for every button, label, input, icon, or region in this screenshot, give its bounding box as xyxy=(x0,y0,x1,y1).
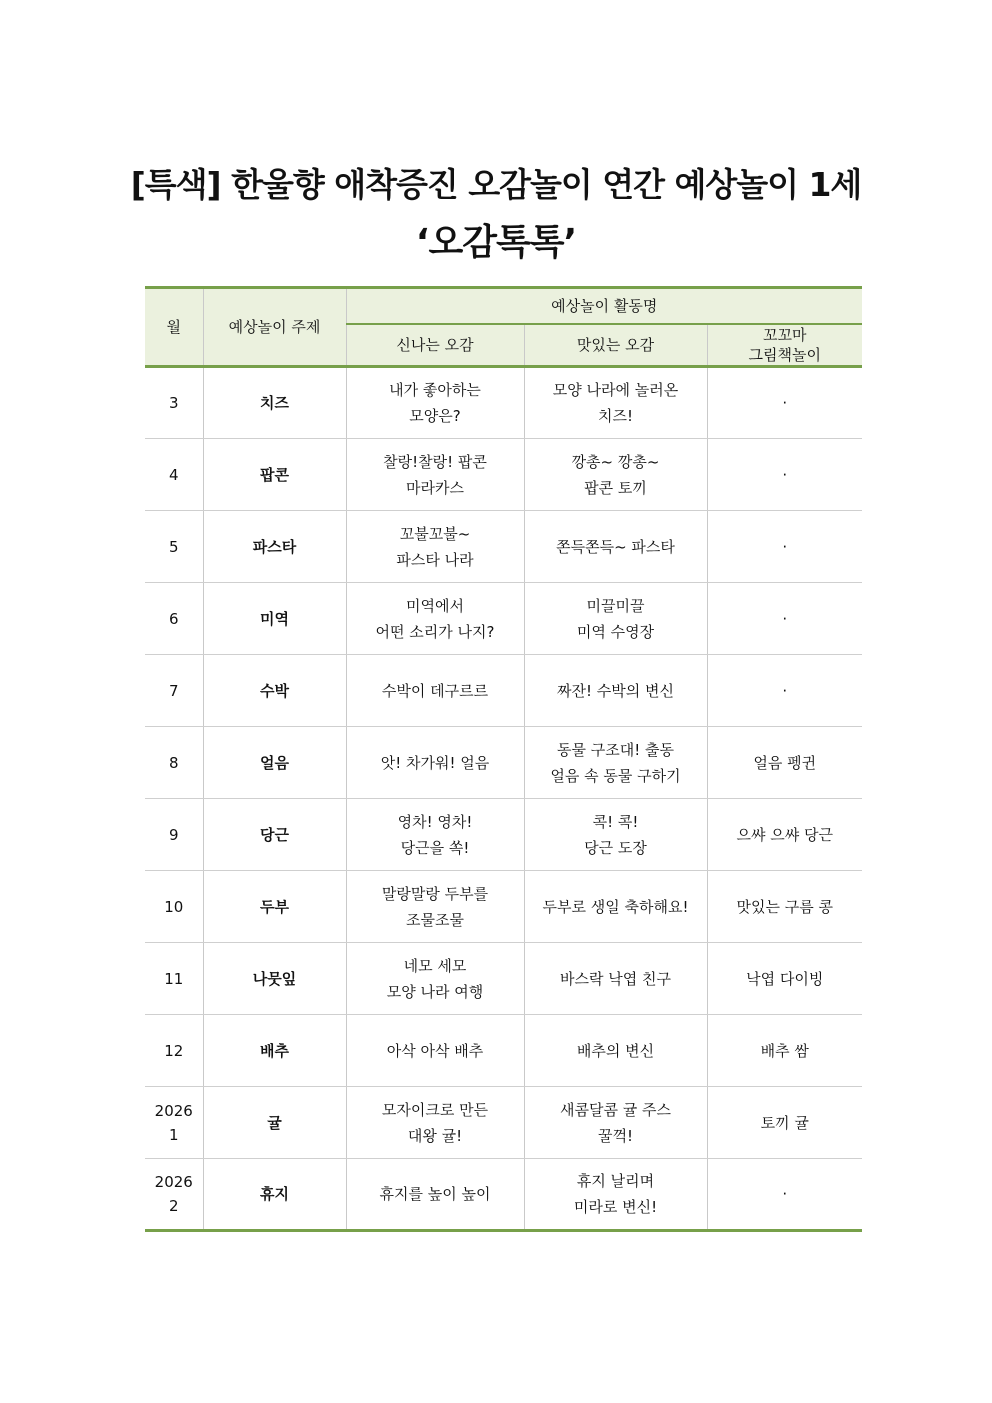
row-month-cell-text: 6 xyxy=(168,609,179,628)
row-activity-b-cell-text: 새콤달콤 귤 주스 꿀꺽! xyxy=(560,1100,671,1145)
row-activity-c-cell-text: · xyxy=(782,465,788,484)
row-month-cell-text: 9 xyxy=(168,825,179,844)
row-theme-cell-text: 나뭇잎 xyxy=(252,969,297,988)
row-activity-a-cell xyxy=(346,367,524,439)
row-activity-a-cell xyxy=(346,655,524,727)
row-activity-a-cell xyxy=(346,583,524,655)
row-month-cell-text: 11 xyxy=(164,969,184,988)
header-month: 월 xyxy=(145,288,203,367)
row-activity-b-cell xyxy=(524,943,707,1015)
row-month-cell xyxy=(145,1087,203,1159)
header-col-b: 맛있는 오감 xyxy=(524,324,707,367)
row-activity-a-cell-text: 내가 좋아하는 모양은? xyxy=(389,381,481,425)
row-month-cell-text: 7 xyxy=(168,681,179,700)
row-month-cell-text: 2026 2 xyxy=(154,1173,193,1215)
row-theme-cell xyxy=(203,799,346,871)
row-activity-b-cell xyxy=(524,583,707,655)
row-activity-c-cell-text: 배추 쌈 xyxy=(760,1041,809,1060)
row-activity-c-cell-text: 맛있는 구름 콩 xyxy=(736,897,833,916)
row-activity-a-cell-text: 앗! 차가워! 얼음 xyxy=(380,753,490,772)
row-theme-cell-text: 배추 xyxy=(260,1041,289,1060)
row-activity-c-cell-text: · xyxy=(782,1185,788,1203)
row-activity-b-cell-text: 동물 구조대! 출동 얼음 속 동물 구하기 xyxy=(550,740,681,785)
row-activity-a-cell-text: 영차! 영차! 당근을 쏙! xyxy=(397,812,473,857)
row-activity-b-cell-text: 짜잔! 수박의 변신 xyxy=(557,681,674,700)
table-row xyxy=(145,943,862,1015)
annual-play-plan-table xyxy=(145,286,862,1232)
row-month-cell xyxy=(145,1015,203,1087)
row-activity-c-cell xyxy=(707,799,862,871)
row-theme-cell xyxy=(203,583,346,655)
row-month-cell-text: 8 xyxy=(168,753,179,772)
row-activity-c-cell xyxy=(707,367,862,439)
table-row xyxy=(145,439,862,511)
row-activity-a-cell xyxy=(346,943,524,1015)
table-row xyxy=(145,871,862,943)
row-month-cell-text: 10 xyxy=(164,897,184,916)
table-row xyxy=(145,727,862,799)
row-activity-b-cell-text: 두부로 생일 축하해요! xyxy=(542,897,689,916)
row-month-cell-text: 4 xyxy=(168,465,179,484)
row-activity-b-cell-text: 바스락 낙엽 친구 xyxy=(560,969,671,988)
table-row xyxy=(145,511,862,583)
row-activity-a-cell-text: 꼬불꼬불~ 파스타 나라 xyxy=(396,524,474,569)
row-activity-c-cell xyxy=(707,1015,862,1087)
row-activity-a-cell xyxy=(346,1159,524,1231)
row-activity-c-cell-text: 으쌰 으쌰 당근 xyxy=(736,825,833,844)
row-activity-a-cell xyxy=(346,1087,524,1159)
row-theme-cell-text: 두부 xyxy=(260,897,289,916)
row-theme-cell xyxy=(203,1159,346,1231)
row-activity-a-cell-text: 모자이크로 만든 대왕 귤! xyxy=(381,1100,489,1145)
row-activity-c-cell-text: 얼음 펭귄 xyxy=(753,753,817,772)
row-activity-b-cell xyxy=(524,511,707,583)
row-theme-cell xyxy=(203,1015,346,1087)
row-activity-c-cell xyxy=(707,439,862,511)
row-activity-b-cell xyxy=(524,727,707,799)
row-activity-a-cell xyxy=(346,871,524,943)
table-row xyxy=(145,1159,862,1231)
row-activity-c-cell xyxy=(707,511,862,583)
table-row xyxy=(145,367,862,439)
row-month-cell xyxy=(145,727,203,799)
row-theme-cell xyxy=(203,439,346,511)
row-activity-c-cell-text: 낙엽 다이빙 xyxy=(746,969,824,988)
row-month-cell xyxy=(145,439,203,511)
header-activity-group: 예상놀이 활동명 xyxy=(346,288,862,325)
row-activity-a-cell-text: 미역에서 어떤 소리가 나지? xyxy=(375,596,495,641)
header-theme: 예상놀이 주제 xyxy=(203,288,346,367)
row-theme-cell xyxy=(203,511,346,583)
row-month-cell-text: 12 xyxy=(164,1041,184,1060)
row-activity-b-cell-text: 배추의 변신 xyxy=(576,1041,655,1060)
row-theme-cell-text: 파스타 xyxy=(252,537,297,556)
row-month-cell xyxy=(145,511,203,583)
table-row xyxy=(145,583,862,655)
row-activity-c-cell xyxy=(707,871,862,943)
row-month-cell xyxy=(145,655,203,727)
row-theme-cell xyxy=(203,943,346,1015)
row-activity-b-cell-text: 모양 나라에 놀러온 치즈! xyxy=(552,381,679,425)
table-body xyxy=(145,367,862,1231)
row-theme-cell-text: 휴지 xyxy=(260,1185,289,1203)
row-activity-a-cell xyxy=(346,511,524,583)
row-activity-c-cell xyxy=(707,583,862,655)
row-theme-cell xyxy=(203,727,346,799)
row-activity-c-cell xyxy=(707,943,862,1015)
row-month-cell xyxy=(145,943,203,1015)
row-activity-b-cell-text: 휴지 날리며 미라로 변신! xyxy=(573,1172,658,1216)
row-activity-b-cell xyxy=(524,1015,707,1087)
row-month-cell xyxy=(145,367,203,439)
table-row xyxy=(145,655,862,727)
row-activity-c-cell-text: 토끼 귤 xyxy=(760,1113,809,1132)
row-theme-cell-text: 얼음 xyxy=(260,753,289,772)
row-activity-c-cell xyxy=(707,655,862,727)
row-month-cell-text: 3 xyxy=(168,394,179,412)
table-row xyxy=(145,1087,862,1159)
row-month-cell xyxy=(145,799,203,871)
row-activity-c-cell xyxy=(707,1159,862,1231)
document-title-line-2: ‘오감톡톡’ xyxy=(415,222,577,263)
row-activity-b-cell-text: 깡총~ 깡총~ 팝콘 토끼 xyxy=(571,452,660,497)
row-theme-cell xyxy=(203,871,346,943)
row-activity-b-cell xyxy=(524,1087,707,1159)
row-activity-b-cell xyxy=(524,871,707,943)
row-theme-cell-text: 치즈 xyxy=(260,394,289,412)
row-activity-b-cell xyxy=(524,439,707,511)
row-activity-a-cell xyxy=(346,727,524,799)
row-activity-a-cell xyxy=(346,799,524,871)
row-activity-b-cell xyxy=(524,1159,707,1231)
row-activity-c-cell-text: · xyxy=(782,394,788,412)
row-activity-a-cell-text: 네모 세모 모양 나라 여행 xyxy=(386,956,484,1001)
row-month-cell xyxy=(145,871,203,943)
row-theme-cell xyxy=(203,655,346,727)
row-activity-b-cell xyxy=(524,367,707,439)
row-theme-cell xyxy=(203,1087,346,1159)
row-activity-a-cell-text: 찰랑!찰랑! 팝콘 마라카스 xyxy=(383,452,487,497)
table-row xyxy=(145,799,862,871)
header-col-a: 신나는 오감 xyxy=(346,324,524,367)
row-activity-a-cell-text: 수박이 데구르르 xyxy=(381,681,489,700)
row-activity-a-cell xyxy=(346,439,524,511)
row-activity-c-cell xyxy=(707,1087,862,1159)
row-activity-a-cell-text: 말랑말랑 두부를 조물조물 xyxy=(381,884,489,929)
document-title-line-1: [특색] 한울향 애착증진 오감놀이 연간 예상놀이 1세 xyxy=(130,165,862,204)
row-theme-cell-text: 팝콘 xyxy=(260,465,289,484)
row-activity-a-cell xyxy=(346,1015,524,1087)
row-theme-cell-text: 미역 xyxy=(260,609,289,628)
row-activity-c-cell xyxy=(707,727,862,799)
row-theme-cell-text: 수박 xyxy=(260,681,289,700)
row-month-cell-text: 5 xyxy=(168,537,179,556)
row-theme-cell-text: 당근 xyxy=(260,825,289,844)
row-activity-b-cell-text: 쫀득쫀득~ 파스타 xyxy=(556,537,675,556)
row-month-cell xyxy=(145,1159,203,1231)
row-activity-b-cell xyxy=(524,655,707,727)
row-activity-b-cell-text: 콕! 콕! 당근 도장 xyxy=(584,812,647,857)
row-activity-c-cell-text: · xyxy=(782,609,788,628)
table-row xyxy=(145,1015,862,1087)
row-month-cell-text: 2026 1 xyxy=(154,1101,193,1144)
header-col-c: 꼬꼬마 그림책놀이 xyxy=(707,324,862,367)
row-theme-cell-text: 귤 xyxy=(267,1113,282,1132)
row-activity-a-cell-text: 휴지를 높이 높이 xyxy=(379,1185,491,1203)
row-activity-c-cell-text: · xyxy=(782,681,788,700)
row-theme-cell xyxy=(203,367,346,439)
row-month-cell xyxy=(145,583,203,655)
row-activity-c-cell-text: · xyxy=(782,537,788,556)
row-activity-b-cell xyxy=(524,799,707,871)
row-activity-a-cell-text: 아삭 아삭 배추 xyxy=(386,1041,484,1060)
row-activity-b-cell-text: 미끌미끌 미역 수영장 xyxy=(576,596,655,641)
